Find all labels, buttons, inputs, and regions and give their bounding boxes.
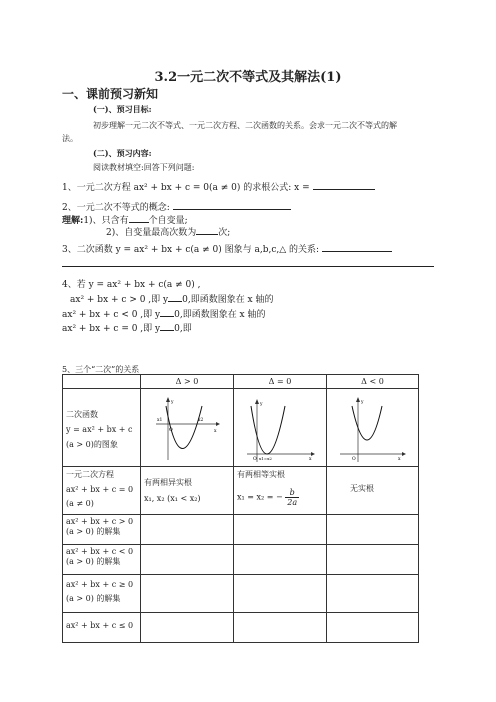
parabola-two-roots-graph — [154, 396, 220, 460]
question-1-text: 1、一元二次方程 ax² + bx + c = 0(a ≠ 0) 的求根公式: x = — [62, 183, 310, 193]
answer-blank[interactable] — [160, 322, 174, 331]
question-5: 5、三个“二次”的关系 — [62, 365, 140, 374]
answer-cell[interactable] — [141, 545, 234, 575]
parabola-no-root-graph — [338, 396, 408, 462]
question-2-item-2 — [106, 225, 230, 238]
answer-cell[interactable] — [141, 575, 234, 613]
content-intro: 阅读教材填空:回答下列问题: — [93, 163, 195, 172]
section-heading: 一、课前预习新知 — [62, 87, 159, 101]
cell-two-equal-roots: 有两相等实根 x₁ = x₂ = − $\frac{b}{2a}$ — [234, 467, 327, 515]
answer-blank[interactable] — [196, 226, 218, 235]
header-delta-negative: Δ < 0 — [327, 375, 419, 389]
question-4-line-2 — [62, 307, 266, 320]
answer-cell[interactable] — [141, 613, 234, 643]
answer-cell[interactable] — [327, 515, 419, 545]
row-label-less-equal: ax² + bx + c ≤ 0 — [63, 613, 141, 643]
answer-line — [62, 266, 434, 267]
answer-blank[interactable] — [313, 181, 375, 190]
svg-text:O: O — [169, 428, 173, 433]
table-corner — [63, 375, 141, 389]
content-heading: (二)、预习内容: — [93, 148, 152, 158]
item-2-text-a: 2)、自变量最高次数为 — [106, 228, 197, 238]
answer-blank[interactable] — [168, 293, 182, 302]
answer-blank[interactable] — [160, 308, 174, 317]
svg-text:x1=x2: x1=x2 — [259, 456, 272, 461]
svg-text:x2: x2 — [198, 418, 204, 423]
row-label-greater: ax² + bx + c > 0 (a > 0) 的解集 — [63, 515, 141, 545]
goals-text-1: 初步理解一元二次不等式、一元二次方程、二次函数的关系。会求一元二次不等式的解 — [93, 121, 397, 130]
svg-text:O: O — [352, 457, 356, 462]
header-delta-positive: Δ > 0 — [141, 375, 234, 389]
row-label-equation: 一元二次方程 ax² + bx + c = 0 (a ≠ 0) — [63, 467, 141, 515]
page-title: 3.2一元二次不等式及其解法(1) — [154, 70, 342, 85]
svg-text:y: y — [171, 400, 174, 405]
answer-cell[interactable] — [141, 515, 234, 545]
question-3 — [62, 242, 392, 255]
question-4-line-3 — [62, 321, 192, 334]
question-2-text: 2、一元二次不等式的概念: — [62, 203, 170, 213]
cell-no-real-roots: 无实根 — [327, 467, 419, 515]
answer-blank[interactable] — [322, 243, 392, 252]
line-2-text-a: ax² + bx + c < 0 ,即 y — [62, 310, 161, 320]
fraction-b-over-2a: $\frac{b}{2a}$ — [287, 488, 298, 507]
answer-cell[interactable] — [234, 545, 327, 575]
graph-no-root — [327, 389, 419, 467]
goals-text-2: 法。 — [62, 134, 78, 143]
goals-heading: (一)、预习目标: — [93, 104, 152, 114]
item-2-text-b: 次; — [218, 228, 231, 238]
line-2-text-b: 0,即函数图象在 x 轴的 — [174, 310, 266, 320]
svg-text:x: x — [398, 457, 401, 462]
svg-text:y: y — [260, 402, 263, 407]
answer-cell[interactable] — [327, 613, 419, 643]
line-1-text-a: ax² + bx + c > 0 ,即 y — [70, 295, 169, 305]
answer-cell[interactable] — [327, 575, 419, 613]
header-delta-zero: Δ = 0 — [234, 375, 327, 389]
svg-text:x: x — [309, 457, 312, 462]
line-1-text-b: 0,即函数图象在 x 轴的 — [182, 295, 274, 305]
svg-text:O: O — [253, 457, 257, 462]
answer-blank[interactable] — [129, 214, 149, 223]
svg-text:x1: x1 — [157, 418, 163, 423]
svg-text:y: y — [361, 400, 364, 405]
cell-two-distinct-roots: 有两相异实根 x₁, x₂ (x₁ < x₂) — [141, 467, 234, 515]
question-2 — [62, 200, 291, 213]
relations-table — [62, 374, 419, 643]
row-label-function: 二次函数 y = ax² + bx + c (a > 0)的图象 — [63, 389, 141, 467]
svg-text:x: x — [214, 429, 217, 434]
graph-two-roots — [141, 389, 234, 467]
answer-cell[interactable] — [234, 613, 327, 643]
question-4: 4、若 y = ax² + bx + c(a ≠ 0) , — [62, 280, 201, 290]
answer-blank[interactable] — [173, 201, 291, 210]
answer-cell[interactable] — [234, 515, 327, 545]
graph-one-root — [234, 389, 327, 467]
line-3-text-b: 0,即 — [174, 324, 192, 334]
question-1 — [62, 180, 375, 193]
understand-label: 理解: — [62, 216, 84, 226]
item-1-text-a: 1)、只含有 — [83, 216, 129, 226]
answer-cell[interactable] — [327, 545, 419, 575]
line-3-text-a: ax² + bx + c = 0 ,即 y — [62, 324, 161, 334]
question-3-text: 3、二次函数 y = ax² + bx + c(a ≠ 0) 图象与 a,b,c,△ 的关系: — [62, 245, 320, 255]
row-label-greater-equal: ax² + bx + c ≥ 0 (a > 0) 的解集 — [63, 575, 141, 613]
answer-cell[interactable] — [234, 575, 327, 613]
row-label-less: ax² + bx + c < 0 (a > 0) 的解集 — [63, 545, 141, 575]
item-1-text-b: 个自变量; — [148, 216, 188, 226]
parabola-one-root-graph — [245, 396, 317, 462]
question-4-line-1 — [70, 292, 274, 305]
